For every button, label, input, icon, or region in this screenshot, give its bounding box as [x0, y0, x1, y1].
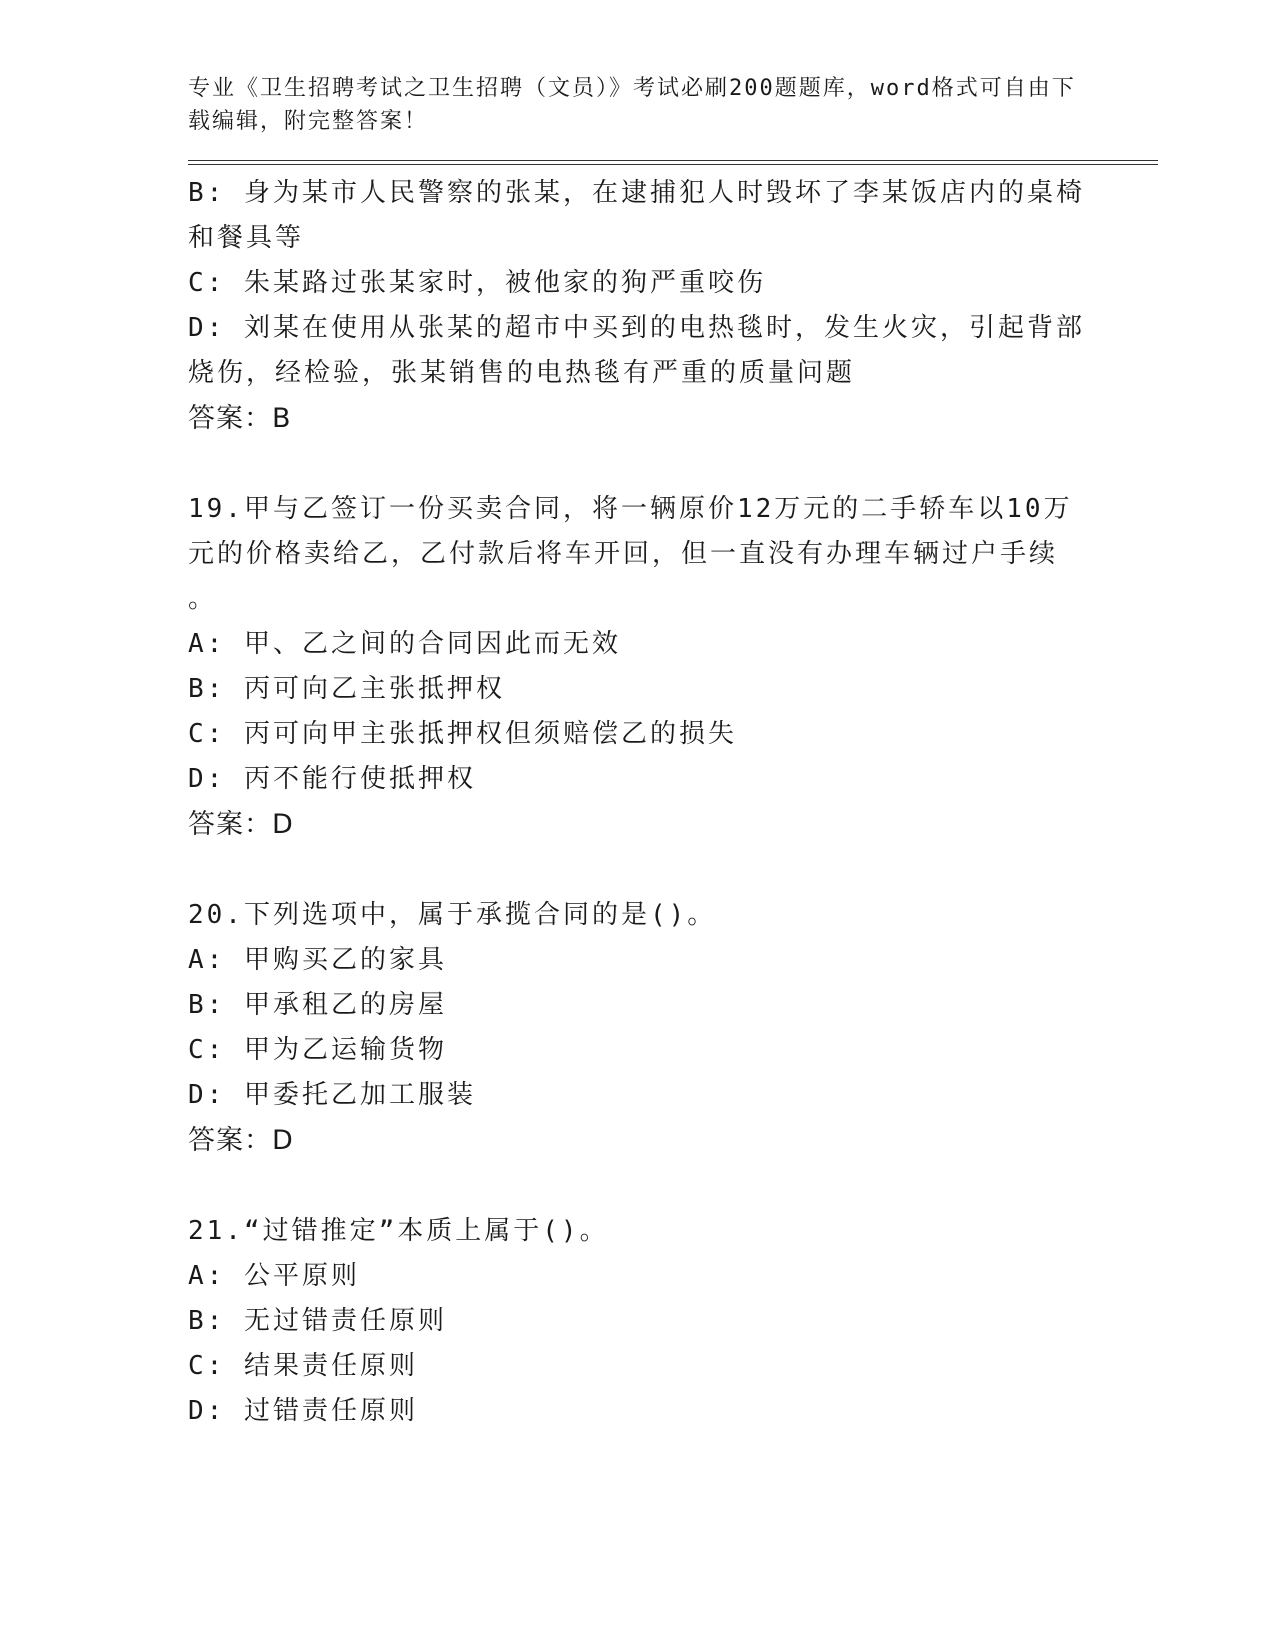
question-text: 19.甲与乙签订一份买卖合同，将一辆原价12万元的二手轿车以10万元的价格卖给乙，乙付款后将车开回，但一直没有办理车辆过户手续	[188, 494, 1073, 569]
option-b: B: 身为某市人民警察的张某，在逮捕犯人时毁坏了李某饭店内的桌椅和餐具等	[188, 178, 1085, 253]
spacer	[188, 441, 1158, 487]
document-page	[188, 72, 1158, 1434]
answer: 答案：D	[188, 809, 294, 840]
question-21	[188, 1209, 1158, 1434]
option-c: C: 丙可向甲主张抵押权但须赔偿乙的损失	[188, 719, 737, 749]
answer: 答案：D	[188, 1125, 294, 1156]
option-d: D: 过错责任原则	[188, 1396, 418, 1426]
option-a: A: 甲、乙之间的合同因此而无效	[188, 629, 621, 659]
question-18-tail	[188, 171, 1158, 441]
spacer	[188, 1163, 1158, 1209]
option-c: C: 朱某路过张某家时，被他家的狗严重咬伤	[188, 268, 766, 298]
question-text-end: 。	[188, 584, 218, 614]
document-header: 专业《卫生招聘考试之卫生招聘（文员）》考试必刷200题题库，word格式可自由下载编辑，附完整答案！	[188, 76, 1076, 134]
option-d: D: 刘某在使用从张某的超市中买到的电热毯时，发生火灾，引起背部烧伤，经检验，张某销售的电热毯有严重的质量问题	[188, 313, 1085, 388]
option-d: D: 丙不能行使抵押权	[188, 764, 476, 794]
option-b: B: 无过错责任原则	[188, 1306, 447, 1336]
option-c: C: 甲为乙运输货物	[188, 1035, 447, 1065]
question-19	[188, 487, 1158, 847]
header-divider	[188, 160, 1158, 161]
option-b: B: 丙可向乙主张抵押权	[188, 674, 505, 704]
question-text: 20.下列选项中，属于承揽合同的是()。	[188, 900, 717, 930]
option-a: A: 公平原则	[188, 1261, 360, 1291]
question-text: 21.“过错推定”本质上属于()。	[188, 1216, 609, 1246]
spacer	[188, 847, 1158, 893]
question-20	[188, 893, 1158, 1163]
option-b: B: 甲承租乙的房屋	[188, 990, 447, 1020]
answer: 答案：B	[188, 403, 292, 434]
option-c: C: 结果责任原则	[188, 1351, 418, 1381]
option-a: A: 甲购买乙的家具	[188, 945, 447, 975]
option-d: D: 甲委托乙加工服装	[188, 1080, 476, 1110]
